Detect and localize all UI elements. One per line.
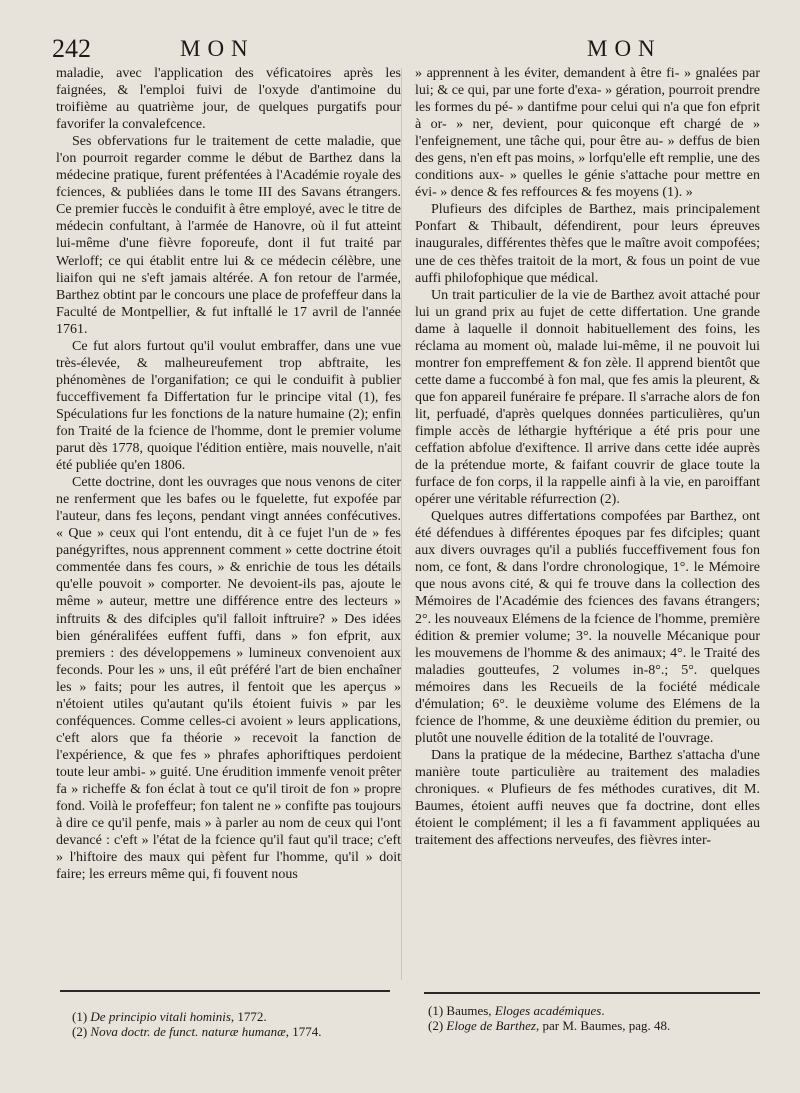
footnote-tail: . <box>601 1003 605 1018</box>
paragraph: Ce fut alors furtout qu'il voulut embraffer, dans une vue très-élevée, & malheureufement trop abftraite, les phénomènes de l'organifation; ce qui le conduifit à publier fucceffivement fa Differtation fur le principe vital (1), fes Spéculations fur les fonctions de la nature humaine (2); enfin fon Traité de la fcience de l'homme, dont le premier volume parut dès 1778, quoique l'édition entière, mais nouvelle, n'ait été publiée qu'en 1806. <box>56 338 401 474</box>
paragraph: Plufieurs des difciples de Barthez, mais principalement Ponfart & Thibault, défendirent, pour leurs épreuves inaugurales, différentes thèfes que le maître avoit compofées; une de ces thèfes traitoit de la mort, & fous un point de vue auffi philofophique que médical. <box>415 202 760 286</box>
paragraph: Un trait particulier de la vie de Barthez avoit attaché pour lui un grand prix au fujet de cette differtation. Une grande dame à laquelle il donnoit habituellement des foins, les réclama au moment où, malade lui-même, il ne pouvoit lui montrer fon empreffement & fon zèle. Il apprend bientôt que cette dame a fuccombé à fon mal, que fes amis la pleurent, & que fon appareil funéraire fe prépare. Il s'arrache alors de fon lit, perfuadé, d'après quelques données particulières, qu'un fimple accès de léthargie hyftérique a été pris pour une ceffation abfolue d'exiftence. Il arrive dans cette idée auprès de la prétendue morte, & faifant couvrir de glace toute la furface de fon corps, il la rappelle ainfi à la vie, en paroiffant opérer une véritable réfurrection (2). <box>415 287 760 508</box>
paragraph: Quelques autres differtations compofées par Barthez, ont été défendues à différentes époques par fes difciples; quant aux divers ouvrages qu'il a publiés fucceffivement fous fon nom, ce font, & dans l'ordre chronologique, 1°. le Mémoire que nous avons cité, & qui fe trouve dans la collection des Mémoires de l'Académie des fciences des favans étrangers; 2°. les nouveaux Elémens de la fcience de l'homme, première édition & premier volume; 3°. la nouvelle Mécanique pour les mouvemens de l'homme & des animaux; 4°. le Traité des maladies goutteufes, 2 volumes in-8°.; 5°. quelques mémoires dans les Recueils de la fociété médicale d'émulation; 6°. le deuxième volume des Elémens de la fcience de l'homme, & une deuxième édition du premier, ou plutôt une nouvelle édition de la totalité de l'ouvrage. <box>415 509 760 746</box>
footnote-number: (2) <box>72 1024 88 1039</box>
footnote-tail: , par M. Baumes, pag. 48. <box>535 1018 671 1033</box>
page-header <box>52 34 780 66</box>
footnote-title: Eloge de Barthez <box>446 1018 536 1033</box>
footnotes-right <box>428 1003 768 1033</box>
paragraph: Dans la pratique de la médecine, Barthez s'attacha d'une manière toute particulière au traitement des maladies chroniques. « Plufieurs de fes méthodes curatives, dit M. Baumes, étoient auffi neuves que fa doctrine, dont elles étoient le complément; il les a fi favamment appliquées au traitement des affections nerveufes, des fièvres inter- <box>415 747 760 849</box>
paragraph: Cette doctrine, dont les ouvrages que nous venons de citer ne renferment que les bafes ou le fquelette, fut expofée par l'auteur, dans fes leçons, pendant vingt années confécutives. « Que » ceux qui l'ont entendu, dit à ce fujet l'un de » fes panégyriftes, nous apprennent comment » cette doctrine étoit commentée dans fes cours, » & enrichie de tous les détails qu'elle pouvoit » comporter. Ne devoient-ils pas, ajoute le même » auteur, mettre une différence entre des lecteurs » inftruits & des difciples qu'il falloit inftruire? » Des idées bien généralifées euffent fuffi, dans » fon efprit, aux premiers : des développemens » lumineux convenoient aux feconds. Pour les » uns, il eût préféré l'art de bien enchaîner les » faits; pour les autres, il fentoit que les aperçus » n'étoient utiles qu'autant qu'ils étoient fuivis » par les conféquences. Comme celles-ci avoient » leurs applications, c'eft alors que fa théorie » recevoit la fanction de l'expérience, & que fes » phrafes aphoriftiques perdoient toute leur ambi- » guité. Une érudition immenfe venoit prêter fa » richeffe & fon éclat à tout ce qu'il tiroit de fon » propre fond. Voilà le profeffeur; fon talent ne » confifte pas toujours à dire ce qu'il penfe, mais » à parler au nom de ceux qui l'ont devancé : c'eft » l'état de la fcience qu'il faut qu'il trace; c'eft » l'hiftoire des maux qui pèfent fur l'homme, qu'il » doit faire; les erreurs même qui, fi fouvent nous <box>56 475 401 883</box>
footnote-number: (1) <box>428 1003 444 1018</box>
left-column <box>56 65 401 883</box>
footnote <box>72 1009 412 1024</box>
paragraph: » apprennent à les éviter, demandent à être fi- » gnalées par lui; & ce qui, par une forte d'exa- » gération, pourroit prendre les formes du pé- » dantifme pour celui qui n'a que fon efprit à or- » ner, devient, pour quiconque eft chargé de » l'enfeignement, une tâche qui, pour être au- » deffus de bien des gens, n'en eft pas moins, » lorfqu'elle eft remplie, une des conditions aux- » quelles le génie s'attache pour mettre en évi- » dence & fes reffources & fes moyens (1). » <box>415 66 760 201</box>
running-head-right: MON <box>587 36 662 61</box>
page-number: 242 <box>52 34 91 63</box>
footnote-title: De principio vitali hominis <box>90 1009 231 1024</box>
footnote-tail: , 1774. <box>285 1024 322 1039</box>
footnote-tail: , 1772. <box>230 1009 267 1024</box>
footnote-number: (1) <box>72 1009 88 1024</box>
footnote <box>428 1003 768 1018</box>
paragraph: maladie, avec l'application des véficatoires après les faignées, & l'emploi fuivi de l'oxyde d'antimoine du troifième au quatrième jour, de quelques purgatifs pour favorifer la convalefcence. <box>56 66 401 133</box>
right-column <box>415 65 760 849</box>
footnotes-left <box>72 1009 412 1039</box>
column-divider <box>401 68 402 980</box>
footnote-rule-left <box>60 990 390 992</box>
footnote-title: Eloges académiques <box>494 1003 602 1018</box>
footnote-title: Nova doctr. de funct. naturæ humanæ <box>90 1024 286 1039</box>
paragraph: Ses obfervations fur le traitement de cette maladie, que l'on pourroit regarder comme le début de Barthez dans la médecine pratique, furent préfentées à l'Académie royale des fciences, & publiées dans le tome III des Savans étrangers. Ce premier fuccès le conduifit à être employé, avec le titre de médecin confultant, à l'armée de Hanovre, où il fut atteint lui-même d'une fièvre foporeufe, dont il fut traité par Werloff; ce qui établit entre lui & ce médecin célèbre, une liaifon qui ne s'eft jamais altérée. A fon retour de l'armée, Barthez obtint par le concours une place de profeffeur dans la Faculté de Montpellier, & fut inftallé le 17 avril de l'année 1761. <box>56 134 401 337</box>
footnote <box>428 1018 768 1033</box>
footnote <box>72 1024 412 1039</box>
footnote-rule-right <box>424 992 760 994</box>
running-head-left: MON <box>180 36 255 61</box>
footnote-author: Baumes, <box>446 1003 495 1018</box>
footnote-number: (2) <box>428 1018 444 1033</box>
